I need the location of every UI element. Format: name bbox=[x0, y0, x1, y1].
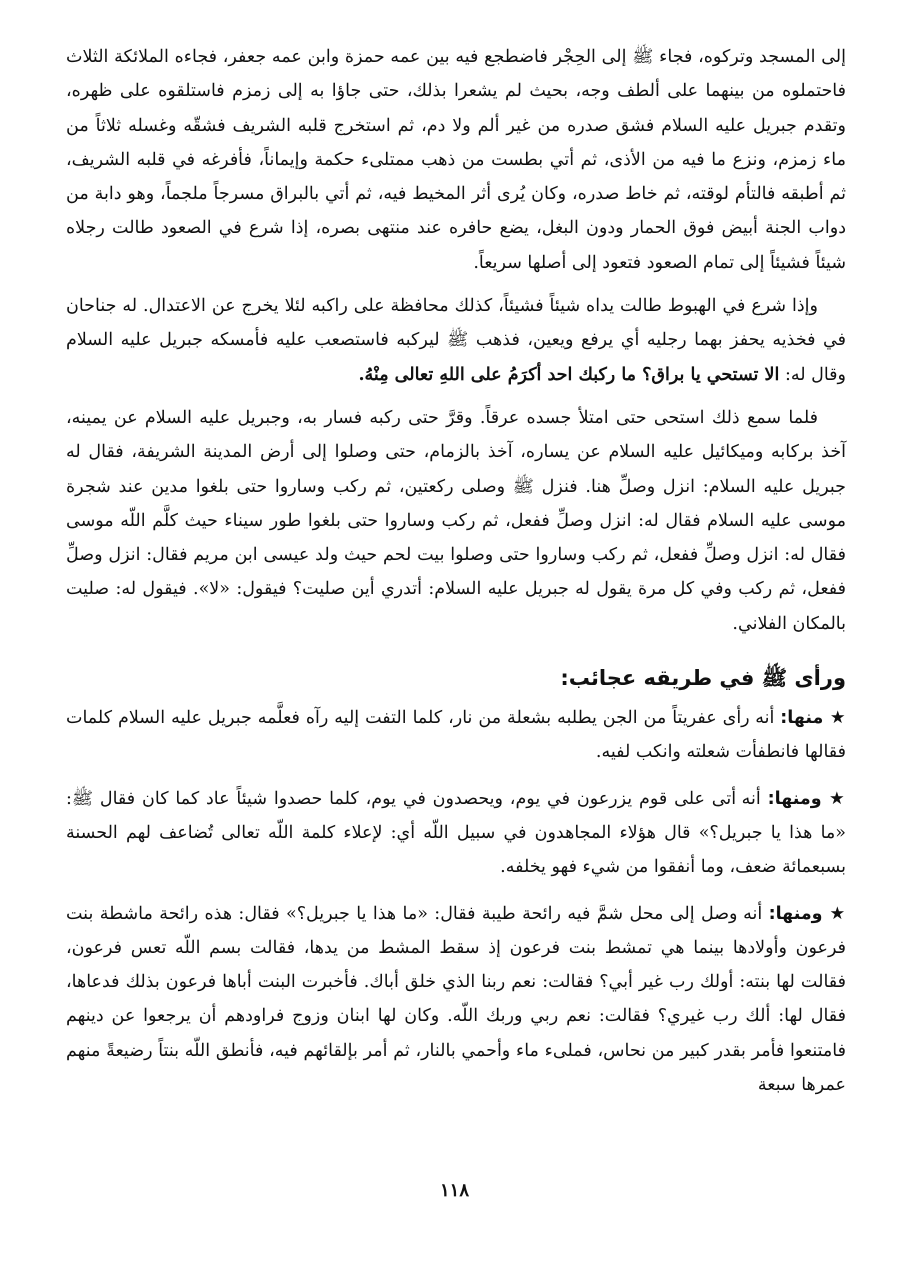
paragraph-journey: فلما سمع ذلك استحى حتى امتلأ جسده عرقاً. وقرَّ حتى ركبه فسار به، وجبريل عليه السلام عن يمينه، آخذ بركابه وميكائيل عليه السلام عن يساره، آخذ بالزمام، حتى وصلوا إلى أرض المدينة الشريفة، فقال له جبريل عليه السلام: انزل وصلِّ هنا. فنزل ﷺ وصلى ركعتين، ثم ركب وساروا حتى بلغوا مدين عند شجرة موسى عليه السلام فقال له: انزل وصلِّ ففعل، ثم ركب وساروا حتى بلغوا طور سيناء حيث كلَّم اللّه موسى فقال له: انزل وصلِّ ففعل، ثم ركب وساروا حتى وصلوا بيت لحم حيث ولد عيسى ابن مريم فقال: انزل وصلِّ ففعل، ثم ركب وفي كل مرة يقول له جبريل عليه السلام: أتدري أين صليت؟ فيقول: «لا». فيقول له: صليت بالمكان الفلاني. bbox=[66, 407, 846, 634]
quoted-saying-bold: الا تستحي يا براق؟ ما ركبك احد أكرَمُ على اللهِ تعالى مِنْهُ. bbox=[358, 364, 780, 385]
book-page bbox=[66, 40, 846, 1102]
list-item bbox=[66, 701, 846, 770]
item-text: أنه رأى عفريتاً من الجن يطلبه بشعلة من نار، كلما التفت إليه رآه فعلَّمه جبريل عليه السلام كلمات فقالها فانطفأت شعلته وانكب لفيه. bbox=[66, 708, 846, 763]
item-label: ★ ومنها: bbox=[768, 903, 846, 924]
item-text: أنه وصل إلى محل شمَّ فيه رائحة طيبة فقال: «ما هذا يا جبريل؟» فقال: هذه رائحة ماشطة بنت فرعون وأولادها بينما هي تمشط بنت فرعون إذ سقط المشط من يدها، فقالت بسم اللّه تعس فرعون، فقالت لها بنته: أولك رب غير أبي؟ فقالت: نعم ربنا الذي خلق أباك. فأخبرت البنت أباها فرعون بذلك فدعاها، فقال لها: ألك رب غيري؟ فقالت: نعم ربي وربك اللّه. وكان لها ابنان وزوج فراودهم أن يرجعوا عن دينهم فامتنعوا فأمر بقدر كبير من نحاس، فملىء ماء وأحمي بالنار، ثم أمر بإلقائهم فيه، فأنطق اللّه بنتاً رضيعةً منهم عمرها سبعة bbox=[66, 903, 846, 1096]
item-label: ★ منها: bbox=[780, 708, 846, 729]
list-item bbox=[66, 782, 846, 885]
paragraph-continuation: إلى المسجد وتركوه، فجاء ﷺ إلى الحِجْر فاضطجع فيه بين عمه حمزة وابن عمه جعفر، فجاءه الملائكة الثلاث فاحتملوه من بينهما على ألطف وجه، بحيث لم يشعرا بذلك، حتى جاؤا به إلى زمزم فاستلقوه على ظهره، وتقدم جبريل عليه السلام فشق صدره من غير ألم ولا دم، ثم استخرج قلبه الشريف فشقّه وغسله ثلاثاً من ماء زمزم، ونزع ما فيه من الأذى، ثم أتي بطست من ذهب ممتلىء حكمة وإيماناً، فأفرغه في قلبه الشريف، ثم أطبقه فالتأم لوقته، ثم خاط صدره، وكان يُرى أثر المخيط فيه، ثم أتي بالبراق مسرجاً ملجماً، وهو دابة من دواب الجنة أبيض فوق الحمار ودون البغل، يضع حافره عند منتهى بصره، إذا شرع في الصعود طالت رجلاه شيئاً فشيئاً إلى تمام الصعود فتعود إلى أصلها سريعاً. bbox=[66, 47, 846, 273]
paragraph-buraq-description bbox=[66, 289, 846, 392]
paragraph-text: وإذا شرع في الهبوط طالت يداه شيئاً فشيئاً، كذلك محافظة على راكبه لئلا يخرج عن الاعتدال. له جناحان في فخذيه يحفز بهما رجليه أي يرفع ويعين، فذهب ﷺ ليركبه فاستصعب عليه فأمسكه جبريل عليه السلام وقال له: bbox=[66, 296, 846, 385]
page-number: ١١٨ bbox=[439, 1180, 469, 1201]
list-item bbox=[66, 897, 846, 1103]
item-text: أنه أتى على قوم يزرعون في يوم، ويحصدون في يوم، كلما حصدوا شيئاً عاد كما كان فقال ﷺ: «ما هذا يا جبريل؟» قال هؤلاء المجاهدون في سبيل اللّه أي: لإعلاء كلمة اللّه تعالى تُضاعف لهم الحسنة بسبعمائة ضعف، وما أنفقوا من شيء فهو يخلفه. bbox=[66, 788, 846, 878]
item-label: ★ ومنها: bbox=[767, 788, 846, 809]
section-heading: ورأى ﷺ في طريقه عجائب: bbox=[560, 666, 846, 691]
